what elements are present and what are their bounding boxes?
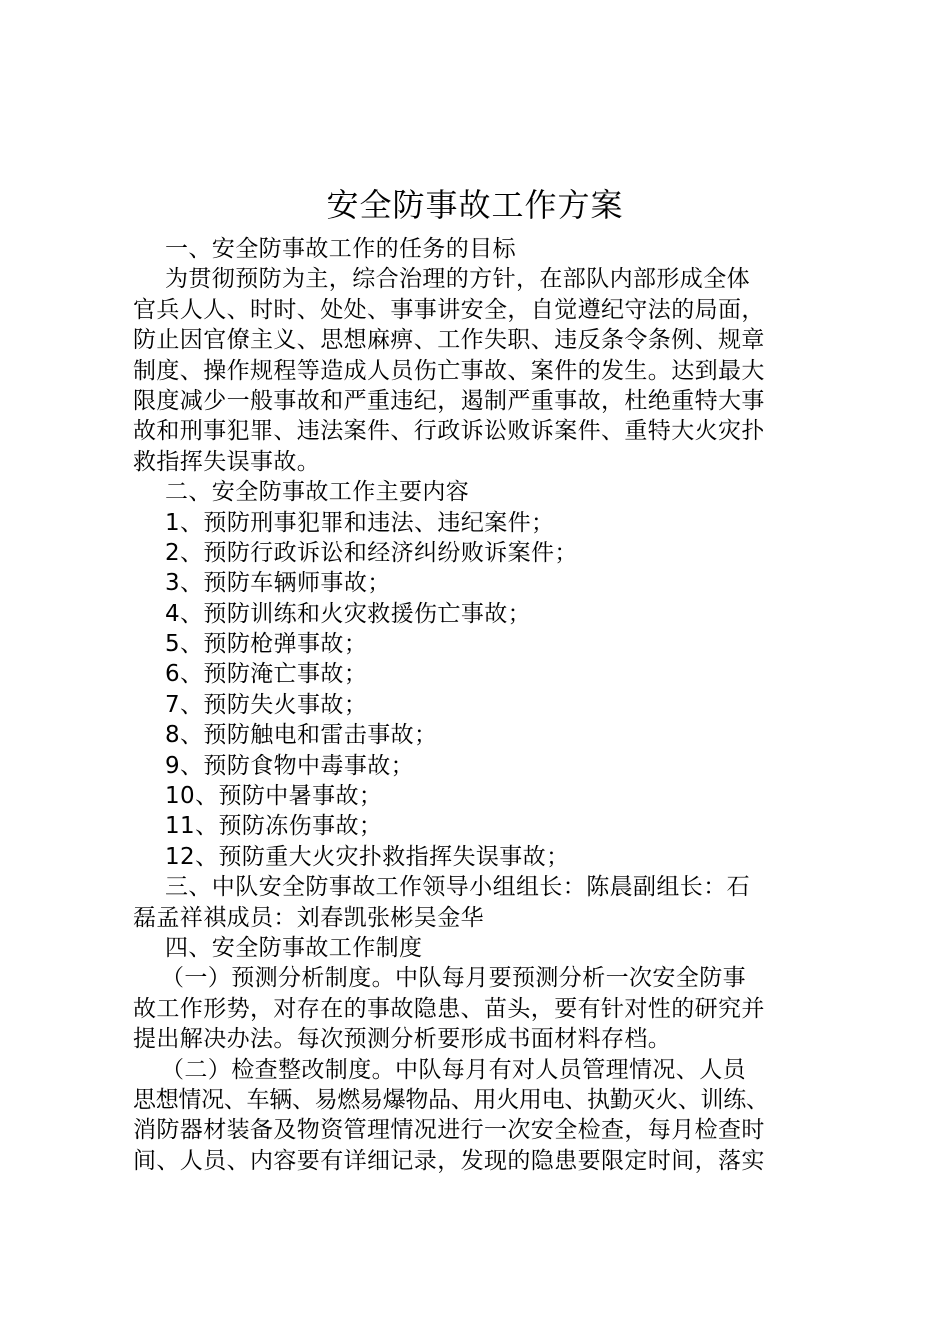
- section-heading-3: 三、中队安全防事故工作领导小组组长：陈晨副组长：石: [165, 874, 750, 901]
- paragraph-line: 故工作形势，对存在的事故隐患、苗头，要有针对性的研究并: [133, 995, 765, 1022]
- document-body: [133, 234, 833, 1176]
- document-title: 安全防事故工作方案: [326, 186, 624, 224]
- paragraph-line: 官兵人人、时时、处处、事事讲安全，自觉遵纪守法的局面，: [133, 296, 765, 323]
- list-item: 4、预防训练和火灾救援伤亡事故；: [165, 600, 532, 627]
- paragraph-line: 思想情况、车辆、易燃易爆物品、用火用电、执勤灭火、训练、: [133, 1086, 769, 1113]
- section-heading-4: 四、安全防事故工作制度: [165, 934, 423, 961]
- list-item: 1、预防刑事犯罪和违法、违纪案件；: [165, 509, 555, 536]
- paragraph-line: 磊孟祥祺成员：刘春凯张彬吴金华: [133, 904, 484, 931]
- section-heading-1: 一、安全防事故工作的任务的目标: [165, 236, 516, 262]
- paragraph-line: （一）预测分析制度。中队每月要预测分析一次安全防事: [161, 965, 746, 992]
- paragraph-line: 消防器材装备及物资管理情况进行一次安全检查，每月检查时: [133, 1117, 765, 1144]
- list-item: 3、预防车辆师事故；: [165, 570, 391, 597]
- paragraph-line: 制度、操作规程等造成人员伤亡事故、案件的发生。达到最大: [133, 357, 765, 384]
- paragraph-line: 故和刑事犯罪、违法案件、行政诉讼败诉案件、重特大火灾扑: [133, 418, 765, 445]
- list-item: 12、预防重大火灾扑救指挥失误事故；: [165, 843, 570, 870]
- paragraph-line: 为贯彻预防为主，综合治理的方针，在部队内部形成全体: [165, 266, 750, 293]
- list-item: 9、预防食物中毒事故；: [165, 752, 415, 779]
- list-item: 11、预防冻伤事故；: [165, 813, 383, 840]
- paragraph-line: （二）检查整改制度。中队每月有对人员管理情况、人员: [161, 1056, 746, 1083]
- list-item: 8、预防触电和雷击事故；: [165, 722, 438, 749]
- list-item: 7、预防失火事故；: [165, 691, 368, 718]
- list-item: 10、预防中暑事故；: [165, 783, 383, 810]
- paragraph-line: 间、人员、内容要有详细记录，发现的隐患要限定时间，落实: [133, 1147, 765, 1174]
- paragraph-line: 防止因官僚主义、思想麻痹、工作失职、违反条令条例、规章: [133, 327, 765, 354]
- section-heading-2: 二、安全防事故工作主要内容: [165, 479, 470, 506]
- list-item: 6、预防淹亡事故；: [165, 661, 368, 688]
- list-item: 2、预防行政诉讼和经济纠纷败诉案件；: [165, 539, 578, 566]
- paragraph-line: 限度减少一般事故和严重违纪，遏制严重事故，杜绝重特大事: [133, 387, 765, 414]
- list-item: 5、预防枪弹事故；: [165, 631, 368, 658]
- paragraph-line: 救指挥失误事故。: [133, 448, 321, 475]
- paragraph-line: 提出解决办法。每次预测分析要形成书面材料存档。: [133, 1026, 672, 1053]
